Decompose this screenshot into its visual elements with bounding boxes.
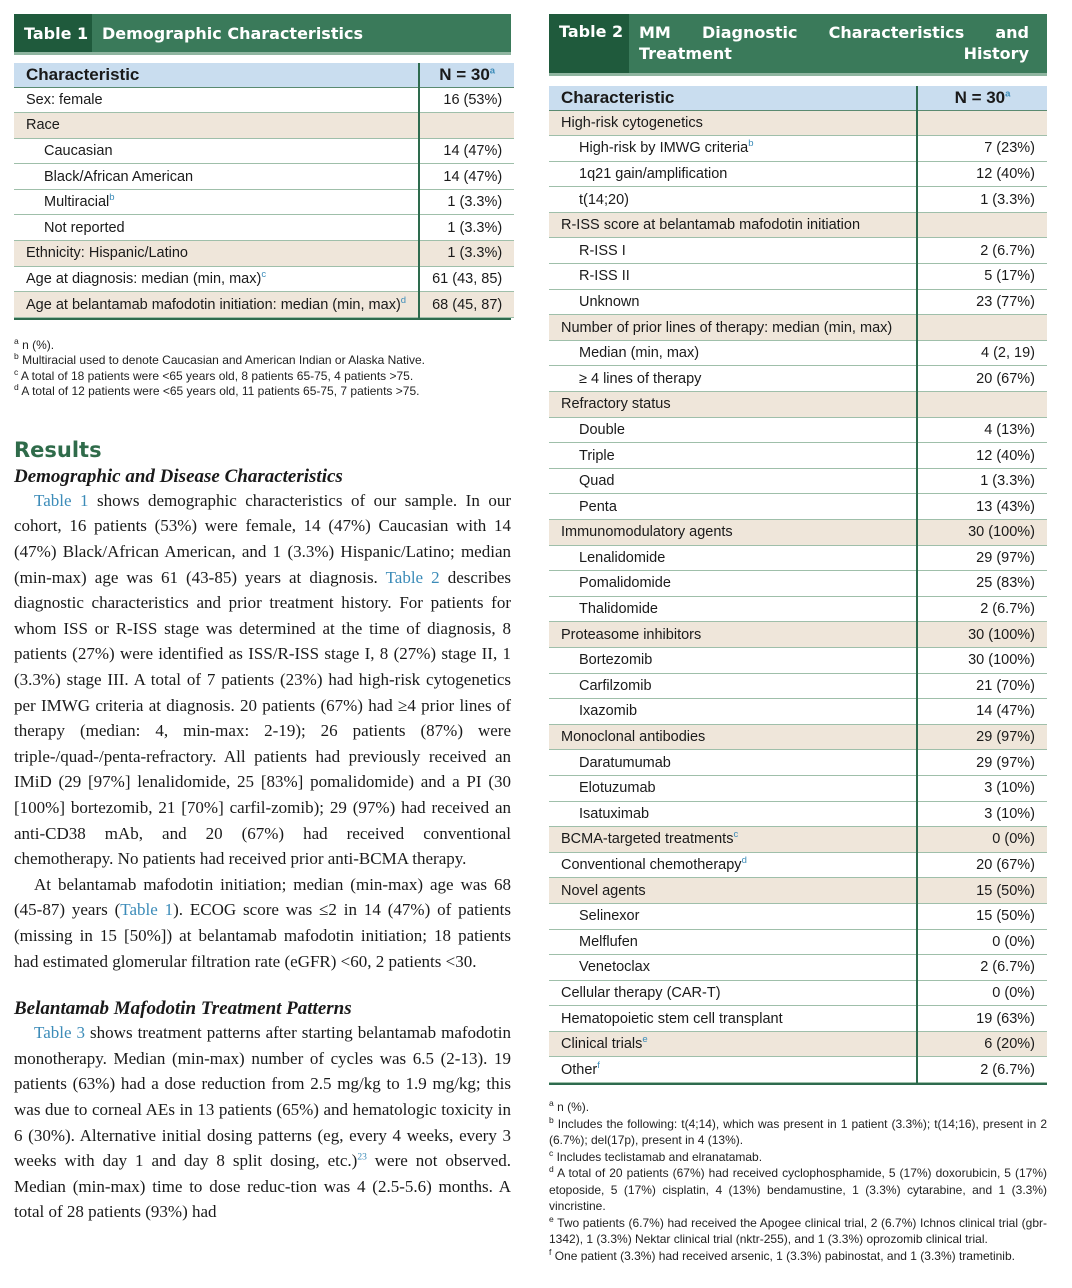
table2-header-row: [549, 86, 1047, 110]
table2-row-label: R-ISS score at belantamab mafodotin initiation: [549, 212, 917, 238]
table2-row-label: R-ISS I: [549, 238, 917, 264]
table2-row-value: 19 (63%): [917, 1006, 1047, 1032]
table2-row-label: Refractory status: [549, 392, 917, 418]
table2-row-label: Penta: [549, 494, 917, 520]
table3-link[interactable]: Table 3: [34, 1023, 86, 1043]
table2-row: [549, 545, 1047, 571]
subsection-treatment-patterns-heading: Belantamab Mafodotin Treatment Patterns: [14, 998, 352, 1020]
table2-row: [549, 673, 1047, 699]
table2-header: [549, 14, 1047, 76]
table1-header: [14, 14, 511, 55]
table2-row-label: Bortezomib: [549, 647, 917, 673]
table2-row: [549, 852, 1047, 878]
table2-row-label: R-ISS II: [549, 264, 917, 290]
table1-row: [14, 164, 514, 190]
table2-row-value: 30 (100%): [917, 520, 1047, 546]
table2: [549, 86, 1047, 1083]
table1-row-label: Sex: female: [14, 87, 419, 113]
table1-row-label: Race: [14, 113, 419, 139]
table2-row-label: Triple: [549, 443, 917, 469]
table1-row-value: 16 (53%): [419, 87, 514, 113]
table2-row-value: 23 (77%): [917, 289, 1047, 315]
table2-row-value: 13 (43%): [917, 494, 1047, 520]
table2-row-value: 4 (2, 19): [917, 340, 1047, 366]
table2-row-label: Isatuximab: [549, 801, 917, 827]
table2-row-label: Quad: [549, 468, 917, 494]
table2-col-characteristic: Characteristic: [549, 86, 917, 110]
table2-row-value: 6 (20%): [917, 1031, 1047, 1057]
table2-row: [549, 1031, 1047, 1057]
table2-row-value: 25 (83%): [917, 571, 1047, 597]
table1-row: [14, 292, 514, 318]
table1-row: [14, 241, 514, 267]
table2-row: [549, 878, 1047, 904]
table2-row-value: 29 (97%): [917, 724, 1047, 750]
table1-row-label: Age at belantamab mafodotin initiation: median (min, max)$^d$: [14, 292, 419, 318]
table2-row-label: High-risk cytogenetics: [549, 110, 917, 136]
table2-row-value: 21 (70%): [917, 673, 1047, 699]
table2-row-label: BCMA-targeted treatments$^c$: [549, 827, 917, 853]
table2-row-value: 15 (50%): [917, 903, 1047, 929]
table2-row-value: 4 (13%): [917, 417, 1047, 443]
table2-row-value: 2 (6.7%): [917, 1057, 1047, 1083]
table2-row-value: 29 (97%): [917, 750, 1047, 776]
table2-row-label: Elotuzumab: [549, 775, 917, 801]
table2-row-label: High-risk by IMWG criteria$^b$: [549, 136, 917, 162]
results-paragraph-1: Table 1 shows demographic characteristics of our sample. In our cohort, 16 patients (53%) were female, 14 (47%) Caucasian with 14 (47%) Black/African American, and 1 (3.3%) Hispanic/Latino; median (min-max) age was 61 (43-85) years at diagnosis. Table 2 describes diagnostic characteristics and prior treatment history. For patients for whom ISS or R-ISS stage was determined at the time of diagnosis, 8 patients (27%) were identified as ISS/R-ISS stage I, 8 (27%) stage II, 1 (3.3%) stage III. A total of 7 patients (23%) had high-risk cytogenetics per IMWG criteria at diagnosis. 20 patients (67%) had ≥4 prior lines of therapy (median: 4, min-max: 2-19); 26 patients (87%) were triple-/quad-/penta-refractory. All patients had previously received an IMiD (29 [97%] lenalidomide, 25 [83%] pomalidomide) and a PI (30 [100%] bortezomib, 21 [70%] carfil-zomib); 29 (97%) had received an anti-CD38 mAb, and 20 (67%) had received conventional chemotherapy. No patients had received prior anti-BCMA therapy.: [14, 490, 511, 869]
table2-title: MM Diagnostic Characteristics and Treatment History: [639, 23, 1029, 63]
table1-row: [14, 138, 514, 164]
results-heading: Results: [14, 437, 102, 462]
table2-row-value: 5 (17%): [917, 264, 1047, 290]
table1-link[interactable]: Table 1: [34, 490, 89, 510]
table2-row-value: 2 (6.7%): [917, 596, 1047, 622]
table2-row: [549, 417, 1047, 443]
table1-row: [14, 215, 514, 241]
table1-link-2[interactable]: Table 1: [120, 900, 174, 920]
table2-row-label: Hematopoietic stem cell transplant: [549, 1006, 917, 1032]
table1-footnote: $^a$ n (%).: [14, 335, 55, 352]
table2-row-value: 30 (100%): [917, 622, 1047, 648]
table2-row-label: Proteasome inhibitors: [549, 622, 917, 648]
table2-row: [549, 110, 1047, 136]
table2-row: [549, 443, 1047, 469]
table2-footnote: $^b$ Includes the following: t(4;14), which was present in 1 patient (3.3%); t(14;16), present in 2 (6.7%); del(17p), present in 4 (13%).: [549, 1114, 1047, 1148]
table1-row-label: Not reported: [14, 215, 419, 241]
table2-row-label: Lenalidomide: [549, 545, 917, 571]
table1-row-label: Caucasian: [14, 138, 419, 164]
table2-row-value: 1 (3.3%): [917, 468, 1047, 494]
table1-row-label: Black/African American: [14, 164, 419, 190]
table2-row-label: Thalidomide: [549, 596, 917, 622]
table2-row: [549, 468, 1047, 494]
table1-row-label: Age at diagnosis: median (min, max)$^c$: [14, 266, 419, 292]
table1-footnote: $^b$ Multiracial used to denote Caucasian and American Indian or Alaska Native.: [14, 351, 425, 368]
table2-row: [549, 494, 1047, 520]
table2-footnote: $^e$ Two patients (6.7%) had received the Apogee clinical trial, 2 (6.7%) Ichnos clinical trial (gbr-1342), 1 (3.3%) Nektar clinical trial (nktr-255), and 1 (3.3%) oprozomib clinical trial.: [549, 1213, 1047, 1247]
table2-row: [549, 289, 1047, 315]
table2-footnote: $^d$ A total of 20 patients (67%) had received cyclophosphamide, 5 (17%) doxorubicin, 5 (17%) etoposide, 5 (17%) cisplatin, 4 (13%) bendamustine, 1 (3.3%) cytarabine, and 1 (3.3%) vincristine.: [549, 1164, 1048, 1214]
table2-row-value: 30 (100%): [917, 647, 1047, 673]
table2-row: [549, 520, 1047, 546]
table1-title: Demographic Characteristics: [102, 23, 363, 43]
table2-row-label: Median (min, max): [549, 340, 917, 366]
table2-row-value: 0 (0%): [917, 929, 1047, 955]
table1-row-value: 68 (45, 87): [419, 292, 514, 318]
table2-row: [549, 212, 1047, 238]
table2-row: [549, 571, 1047, 597]
table2-row-label: ≥ 4 lines of therapy: [549, 366, 917, 392]
table2-row: [549, 929, 1047, 955]
table2-row: [549, 366, 1047, 392]
table2-row-value: 2 (6.7%): [917, 238, 1047, 264]
table1-row-value: 61 (43, 85): [419, 266, 514, 292]
table2-row-label: Melflufen: [549, 929, 917, 955]
table2-row: [549, 775, 1047, 801]
table2-row: [549, 1057, 1047, 1083]
table1-footnote: $^c$ A total of 18 patients were <65 years old, 8 patients 65-75, 4 patients >75.: [14, 366, 414, 383]
table2-row-label: Number of prior lines of therapy: median (min, max): [549, 315, 917, 341]
right-column: [549, 14, 1047, 1264]
table2-row-label: Novel agents: [549, 878, 917, 904]
table1-row-label: Ethnicity: Hispanic/Latino: [14, 241, 419, 267]
table2-footnotes: [549, 1099, 1047, 1264]
table2-row: [549, 136, 1047, 162]
table2-row-label: Ixazomib: [549, 699, 917, 725]
table1: [14, 63, 514, 318]
table1-row: [14, 87, 514, 113]
table2-row-label: Cellular therapy (CAR-T): [549, 980, 917, 1006]
table2-row: [549, 596, 1047, 622]
table1-row-value: 1 (3.3%): [419, 215, 514, 241]
table2-tag: Table 2: [549, 14, 629, 73]
table2-row-value: 2 (6.7%): [917, 955, 1047, 981]
table2-row-value: 0 (0%): [917, 827, 1047, 853]
table1-header-row: [14, 63, 514, 87]
table2-row-value: 7 (23%): [917, 136, 1047, 162]
table2-row-value: 20 (67%): [917, 852, 1047, 878]
table2-row: [549, 955, 1047, 981]
table2-row: [549, 264, 1047, 290]
table2-row-label: Immunomodulatory agents: [549, 520, 917, 546]
table2-row: [549, 750, 1047, 776]
citation-23[interactable]: 23: [357, 1152, 367, 1163]
table2-row-value: [917, 392, 1047, 418]
table2-row-label: Double: [549, 417, 917, 443]
table1-row-value: 1 (3.3%): [419, 241, 514, 267]
table1-col-characteristic: Characteristic: [14, 63, 419, 87]
table2-row: [549, 980, 1047, 1006]
table2-row-label: Selinexor: [549, 903, 917, 929]
table2-row: [549, 238, 1047, 264]
table2-footnote: $^a$ n (%).: [549, 1098, 590, 1115]
table2-row: [549, 315, 1047, 341]
table2-row-value: 20 (67%): [917, 366, 1047, 392]
table1-row: [14, 189, 514, 215]
table1-row-value: 14 (47%): [419, 164, 514, 190]
table2-row-label: Daratumumab: [549, 750, 917, 776]
table1-tag: Table 1: [14, 14, 92, 52]
table2-row: [549, 187, 1047, 213]
table1-row-value: 14 (47%): [419, 138, 514, 164]
table1-row: [14, 266, 514, 292]
table2-row-value: 15 (50%): [917, 878, 1047, 904]
table2-row-value: [917, 110, 1047, 136]
table2-row: [549, 161, 1047, 187]
table2-row-value: 1 (3.3%): [917, 187, 1047, 213]
table2-row-value: [917, 315, 1047, 341]
table2-row: [549, 647, 1047, 673]
table2-row: [549, 903, 1047, 929]
table2-row: [549, 392, 1047, 418]
table2-row-label: Pomalidomide: [549, 571, 917, 597]
table2-row-label: Clinical trials$^e$: [549, 1031, 917, 1057]
table2-row-value: 3 (10%): [917, 801, 1047, 827]
table2-row: [549, 340, 1047, 366]
table2-row: [549, 699, 1047, 725]
table2-row-value: 0 (0%): [917, 980, 1047, 1006]
table1-row-label: Multiracial$^b$: [14, 189, 419, 215]
table2-footnote: $^c$ Includes teclistamab and elranatamab.: [549, 1147, 763, 1164]
table1-row-value: [419, 113, 514, 139]
table2-row-label: Conventional chemotherapy$^d$: [549, 852, 917, 878]
table2-row-value: [917, 212, 1047, 238]
table2-row-label: Unknown: [549, 289, 917, 315]
table1-body: [14, 87, 514, 317]
table1-footnotes: [14, 335, 511, 400]
results-paragraph-3: Table 3 shows treatment patterns after starting belantamab mafodotin monotherapy. Median (min-max) number of cycles was 6.5 (2-13). 19 patients (63%) had a dose reduction from 2.5 mg/kg to 1.9 mg/kg; this was due to corneal AEs in 13 patients (65%) and hematologic toxicity in 6 (30%). Alternative initial dosing patterns (eg, every 4 weeks, every 3 weeks with day 1 and day 8 split dosing, etc.)$^{23}$ were not observed. Median (min-max) time to dose reduc-tion was 4 (2.5-5.6) months. A total of 28 patients (93%) had: [14, 1023, 511, 1222]
table2-row-label: Monoclonal antibodies: [549, 724, 917, 750]
table2-body: [549, 110, 1047, 1083]
table2-row: [549, 801, 1047, 827]
table1-footnote: $^d$ A total of 12 patients were <65 years old, 11 patients 65-75, 7 patients >75.: [14, 382, 420, 399]
table2-row-label: Venetoclax: [549, 955, 917, 981]
table2-footnote: $^f$ One patient (3.3%) had received arsenic, 1 (3.3%) pabinostat, and 1 (3.3%) trametinib.: [549, 1246, 1015, 1263]
table1-row: [14, 113, 514, 139]
table2-row-value: 29 (97%): [917, 545, 1047, 571]
table2-row-label: 1q21 gain/amplification: [549, 161, 917, 187]
table2-row-label: Other$^f$: [549, 1057, 917, 1083]
table2-link[interactable]: Table 2: [385, 567, 440, 587]
table1-row-value: 1 (3.3%): [419, 189, 514, 215]
table2-col-n: $N = 30^a$: [917, 86, 1047, 110]
results-paragraph-2: At belantamab mafodotin initiation; median (min-max) age was 68 (45-87) years (Table 1). ECOG score was ≤2 in 14 (47%) of patients (missing in 15 [50%]) at belantamab mafodotin initiation; 18 patients had estimated glomerular filtration rate (eGFR) <60, 2 patients <30.: [14, 874, 512, 971]
subsection-demographic-heading: Demographic and Disease Characteristics: [14, 465, 343, 487]
table2-row-label: Carfilzomib: [549, 673, 917, 699]
table1-col-n: $N = 30^a$: [419, 63, 514, 87]
table2-row-value: 12 (40%): [917, 161, 1047, 187]
table2-row-value: 3 (10%): [917, 775, 1047, 801]
table2-row: [549, 827, 1047, 853]
table2-row: [549, 622, 1047, 648]
left-column: [14, 14, 511, 1225]
table2-row: [549, 724, 1047, 750]
table2-row: [549, 1006, 1047, 1032]
table2-row-value: 14 (47%): [917, 699, 1047, 725]
table2-row-label: t(14;20): [549, 187, 917, 213]
table2-row-value: 12 (40%): [917, 443, 1047, 469]
